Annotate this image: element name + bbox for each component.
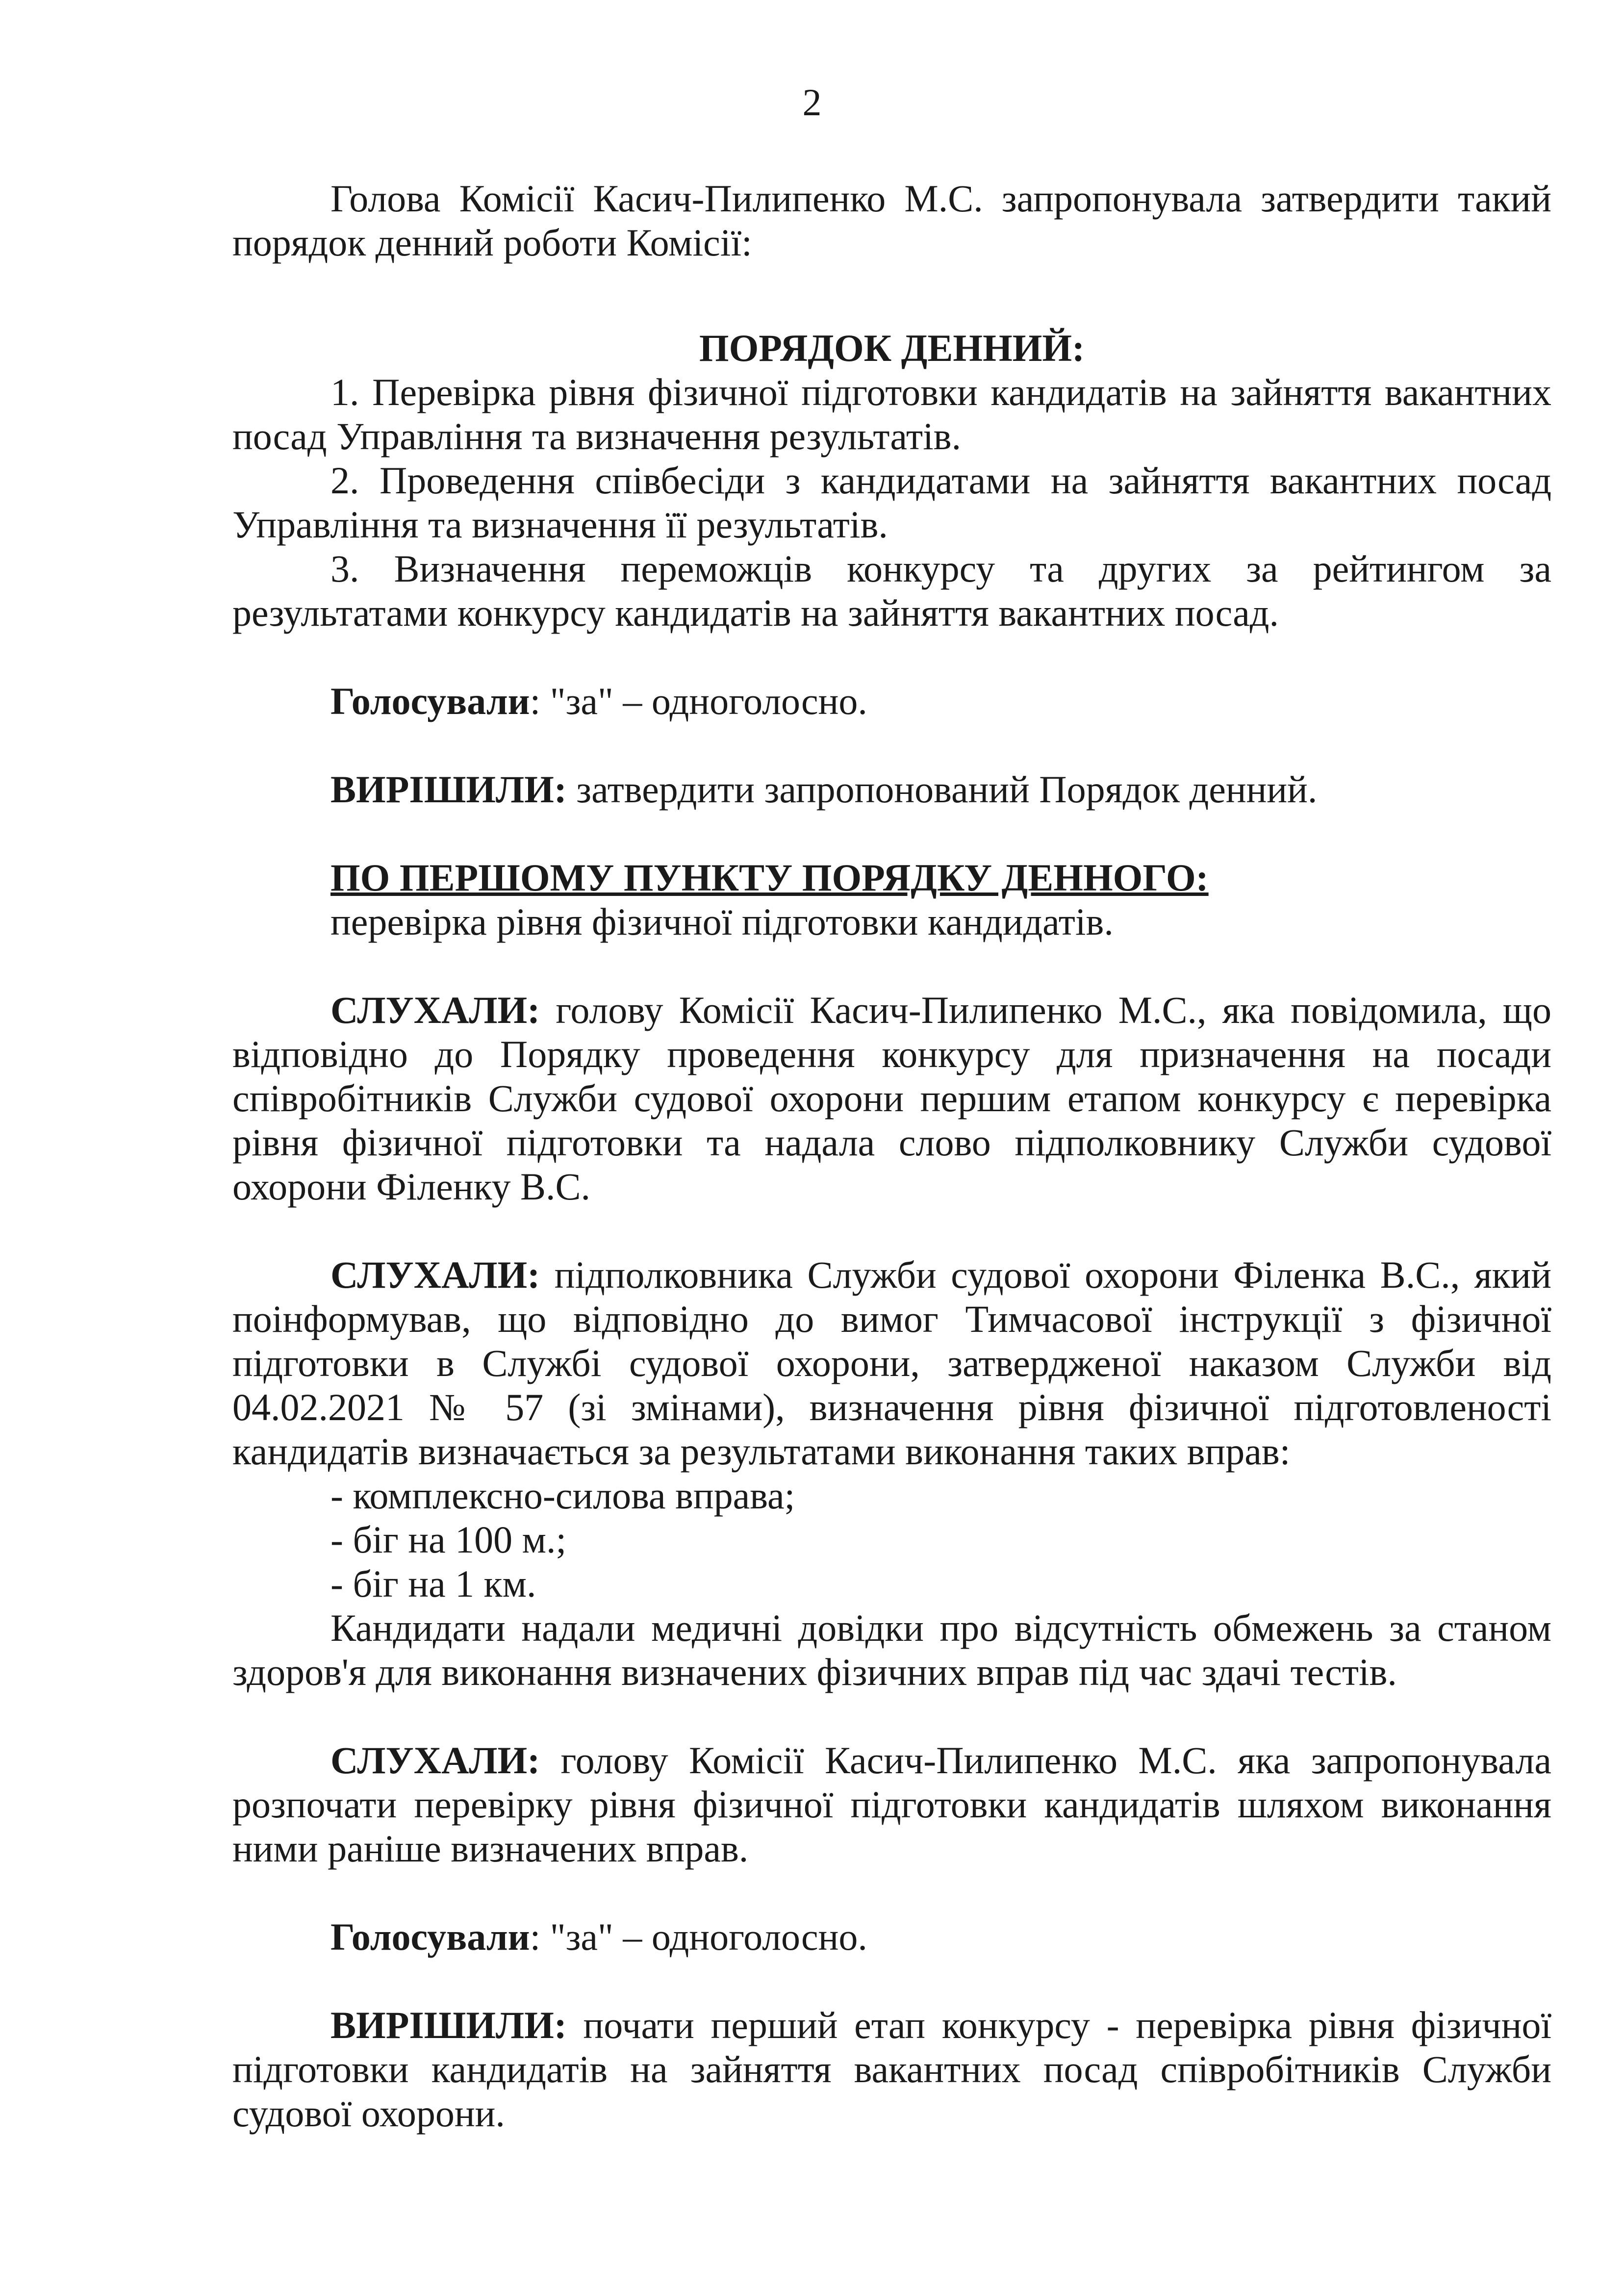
page-number: 2 [802, 81, 822, 124]
decision-label: ВИРІШИЛИ: [330, 768, 567, 811]
heard-text: голову Комісії Касич-Пилипенко М.С. яка запропонувала розпочати перевірку рівня фізичної підготовки кандидатів шляхом виконання ними раніше визначених вправ. [232, 1739, 1551, 1870]
heard-paragraph-3 [232, 1738, 1551, 1871]
vote-text: : "за" – одноголосно. [530, 1915, 867, 1958]
decision-label: ВИРІШИЛИ: [330, 2004, 567, 2046]
heard-text: голову Комісії Касич-Пилипенко М.С., яка повідомила, що відповідно до Порядку проведення конкурсу для призначення на посади співробітників Служби судової охорони першим етапом конкурсу є перевірка рівня фізичної підготовки та надала слово підполковнику Служби судової охорони Філенку В.С. [232, 989, 1551, 1208]
medical-note: Кандидати надали медичні довідки про відсутність обмежень за станом здоров'я для виконання визначених фізичних вправ під час здачі тестів. [232, 1606, 1551, 1693]
exercise-item-2: - біг на 100 м.; [330, 1518, 567, 1561]
exercise-item-3: - біг на 1 км. [330, 1562, 536, 1605]
exercise-item-1: - комплексно-силова вправа; [330, 1474, 795, 1517]
heard-paragraph-1 [232, 988, 1551, 1209]
decision-text: затвердити запропонований Порядок денний. [566, 768, 1318, 811]
agenda-item-2: 2. Проведення співбесіди з кандидатами на зайняття вакантних посад Управління та визначення її результатів. [232, 459, 1551, 546]
decision-paragraph-2 [232, 2003, 1551, 2136]
vote-text: : "за" – одноголосно. [530, 680, 867, 722]
heard-text: підполковника Служби судової охорони Філенка В.С., який поінформував, що відповідно до вимог Тимчасової інструкції з фізичної підготовки в Службі судової охорони, затвердженої наказом Служби від 04.02.2021 № 57 (зі змінами), визначення рівня фізичної підготовленості кандидатів визначається за результатами виконання таких вправ: [232, 1253, 1551, 1473]
agenda-title: ПОРЯДОК ДЕННИЙ: [699, 327, 1085, 369]
intro-paragraph: Голова Комісії Касич-Пилипенко М.С. запропонувала затвердити такий порядок денний роботи Комісії: [232, 177, 1551, 264]
decision-paragraph-1 [232, 767, 1551, 812]
heard-label: СЛУХАЛИ: [330, 1253, 540, 1296]
heard-paragraph-2 [232, 1253, 1551, 1474]
decision-text: почати перший етап конкурсу - перевірка рівня фізичної підготовки кандидатів на зайняття вакантних посад співробітників Служби судової охорони. [232, 2004, 1551, 2135]
heard-label: СЛУХАЛИ: [330, 1739, 540, 1782]
vote-label: Голосували [330, 680, 530, 722]
section-subtitle: перевірка рівня фізичної підготовки кандидатів. [330, 900, 1114, 943]
document-body [232, 177, 1551, 2136]
agenda-item-3: 3. Визначення переможців конкурсу та других за рейтингом за результатами конкурсу кандидатів на зайняття вакантних посад. [232, 547, 1551, 634]
vote-label: Голосували [330, 1915, 530, 1958]
agenda-item-1: 1. Перевірка рівня фізичної підготовки кандидатів на зайняття вакантних посад Управління та визначення результатів. [232, 371, 1551, 458]
section-title: ПО ПЕРШОМУ ПУНКТУ ПОРЯДКУ ДЕННОГО: [330, 856, 1209, 899]
vote-paragraph-1 [232, 679, 1551, 723]
heard-label: СЛУХАЛИ: [330, 989, 540, 1031]
vote-paragraph-2 [232, 1915, 1551, 1959]
